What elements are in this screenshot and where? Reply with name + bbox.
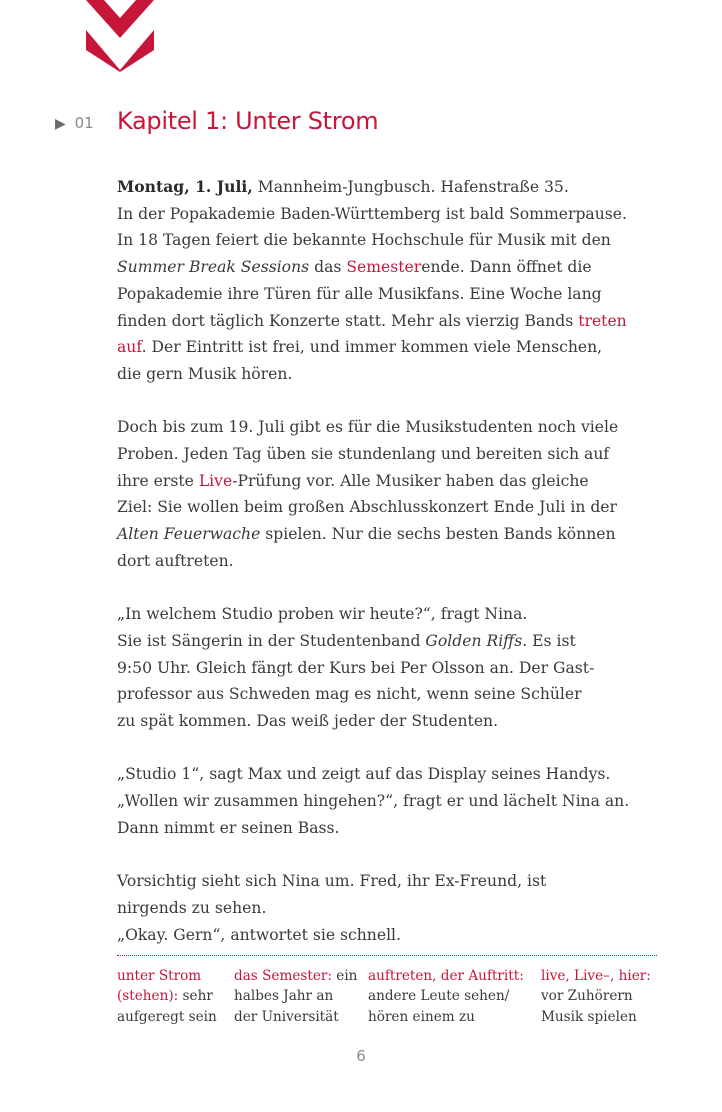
text-line [117, 681, 657, 708]
text-line [117, 548, 657, 575]
glossary-term-text: (stehen): [117, 988, 179, 1005]
text-segment: . Der Eintritt ist frei, und immer kommen viele Menschen, [141, 338, 603, 357]
text-segment: Sie ist Sängerin in der Studentenband [117, 631, 426, 650]
glossary-term [117, 986, 217, 1006]
glossary-definition: vor Zuhörern [541, 988, 633, 1005]
chapter-number: 01 [74, 114, 94, 132]
glossary-word: Semester [346, 258, 422, 277]
paragraph [117, 414, 657, 574]
text-line [117, 761, 657, 788]
glossary-term-text: auftreten, der Auftritt: [368, 968, 524, 984]
text-line [117, 494, 657, 521]
text-segment: Ziel: Sie wollen beim großen Abschlusskonzert Ende Juli in der [117, 498, 617, 517]
text-segment: spielen. Nur die sechs besten Bands können [260, 525, 616, 544]
text-segment: Popakademie ihre Türen für alle Musikfans. Eine Woche lang [117, 284, 602, 303]
play-triangle-icon: ▶ [55, 116, 66, 132]
glossary-entry [117, 966, 217, 1027]
text-segment: Es ist [527, 631, 576, 650]
chapter-marker [55, 114, 94, 132]
text-segment: In 18 Tagen feiert die bekannte Hochschule für Musik mit den [117, 231, 611, 250]
text-line [117, 628, 657, 655]
glossary-entry [368, 966, 524, 1027]
text-segment: ende. Dann öffnet die [421, 258, 592, 277]
chapter-body-text [117, 174, 657, 975]
glossary-term-text: das Semester: [234, 968, 332, 984]
text-line [117, 201, 657, 228]
text-segment: Vorsichtig sieht sich Nina um. Fred, ihr Ex-Freund, ist [117, 872, 547, 891]
paragraph [117, 601, 657, 735]
text-segment: Doch bis zum 19. Juli gibt es für die Musikstudenten noch viele [117, 418, 619, 437]
glossary-word: treten [578, 311, 627, 330]
glossary-term [234, 966, 357, 986]
page-number: 6 [356, 1047, 366, 1065]
text-segment: professor aus Schweden mag es nicht, wenn seine Schüler [117, 685, 582, 704]
text-segment: Golden Riffs. [425, 631, 528, 650]
glossary-definition: Musik spielen [541, 1008, 637, 1025]
text-line [117, 334, 657, 361]
text-segment: „Okay. Gern“, antwortet sie schnell. [117, 925, 401, 944]
text-segment: „In welchem Studio proben wir heute?“, fragt Nina. [117, 605, 528, 624]
glossary-entry [541, 966, 651, 1027]
text-line [117, 174, 657, 201]
text-segment: Alten Feuerwache [117, 525, 261, 544]
text-segment: 9:50 Uhr. Gleich fängt der Kurs bei Per Olsson an. Der Gast- [117, 658, 595, 677]
glossary-divider [117, 955, 657, 956]
text-segment: In der Popakademie Baden-Württemberg ist bald Sommerpause. [117, 204, 627, 223]
text-segment: Mannheim-Jungbusch. Hafenstraße 35. [252, 178, 569, 196]
text-segment: -Prüfung vor. Alle Musiker haben das gleiche [232, 471, 589, 490]
glossary-term [541, 966, 651, 986]
text-line [117, 655, 657, 682]
publisher-chevron-logo [86, 0, 154, 72]
text-line [117, 227, 657, 254]
glossary-definition: aufgeregt sein [117, 1008, 217, 1025]
text-line [117, 441, 657, 468]
paragraph [117, 761, 657, 841]
text-segment: Montag, 1. Juli, [117, 177, 253, 196]
glossary-definition: hören einem zu [368, 1008, 475, 1025]
text-segment: zu spät kommen. Das weiß jeder der Studenten. [117, 712, 499, 731]
text-line [117, 601, 657, 628]
glossary-definition: andere Leute sehen/ [368, 988, 510, 1005]
text-line [117, 308, 657, 335]
glossary-definition: der Universität [234, 1008, 339, 1025]
text-segment: die gern Musik hören. [117, 364, 293, 383]
text-line [117, 708, 657, 735]
text-line [117, 788, 657, 815]
text-segment: Proben. Jeden Tag üben sie stundenlang und bereiten sich auf [117, 445, 610, 464]
text-segment: „Studio 1“, sagt Max und zeigt auf das Display seines Handys. [117, 765, 611, 784]
text-segment: Dann nimmt er seinen Bass. [117, 818, 340, 837]
text-segment: Summer Break Sessions [117, 258, 310, 277]
chapter-title: Kapitel 1: Unter Strom [117, 107, 379, 135]
glossary-term [368, 966, 524, 986]
text-line [117, 895, 657, 922]
glossary-word: auf [117, 338, 142, 357]
text-line [117, 414, 657, 441]
text-segment: finden dort täglich Konzerte statt. Mehr als vierzig Bands [117, 311, 579, 330]
text-line [117, 922, 657, 949]
text-line [117, 361, 657, 388]
text-line [117, 281, 657, 308]
paragraph [117, 174, 657, 388]
text-line [117, 468, 657, 495]
paragraph [117, 868, 657, 948]
text-segment: „Wollen wir zusammen hingehen?“, fragt er und lächelt Nina an. [117, 792, 630, 811]
glossary-definition: halbes Jahr an [234, 988, 334, 1005]
glossary-entry [234, 966, 357, 1027]
text-line [117, 815, 657, 842]
text-line [117, 254, 657, 281]
text-segment: ihre erste [117, 471, 199, 490]
text-line [117, 868, 657, 895]
glossary-term-text: live, Live–, hier: [541, 968, 651, 984]
text-segment: das [309, 258, 347, 277]
glossary-term-text: unter Strom [117, 968, 202, 984]
text-line [117, 521, 657, 548]
text-segment: nirgends zu sehen. [117, 898, 267, 917]
text-segment: dort auftreten. [117, 551, 234, 570]
glossary-word: Live [198, 471, 233, 490]
glossary-definition: sehr [178, 988, 213, 1005]
glossary-term [117, 966, 217, 986]
glossary-definition: ein [331, 968, 358, 984]
